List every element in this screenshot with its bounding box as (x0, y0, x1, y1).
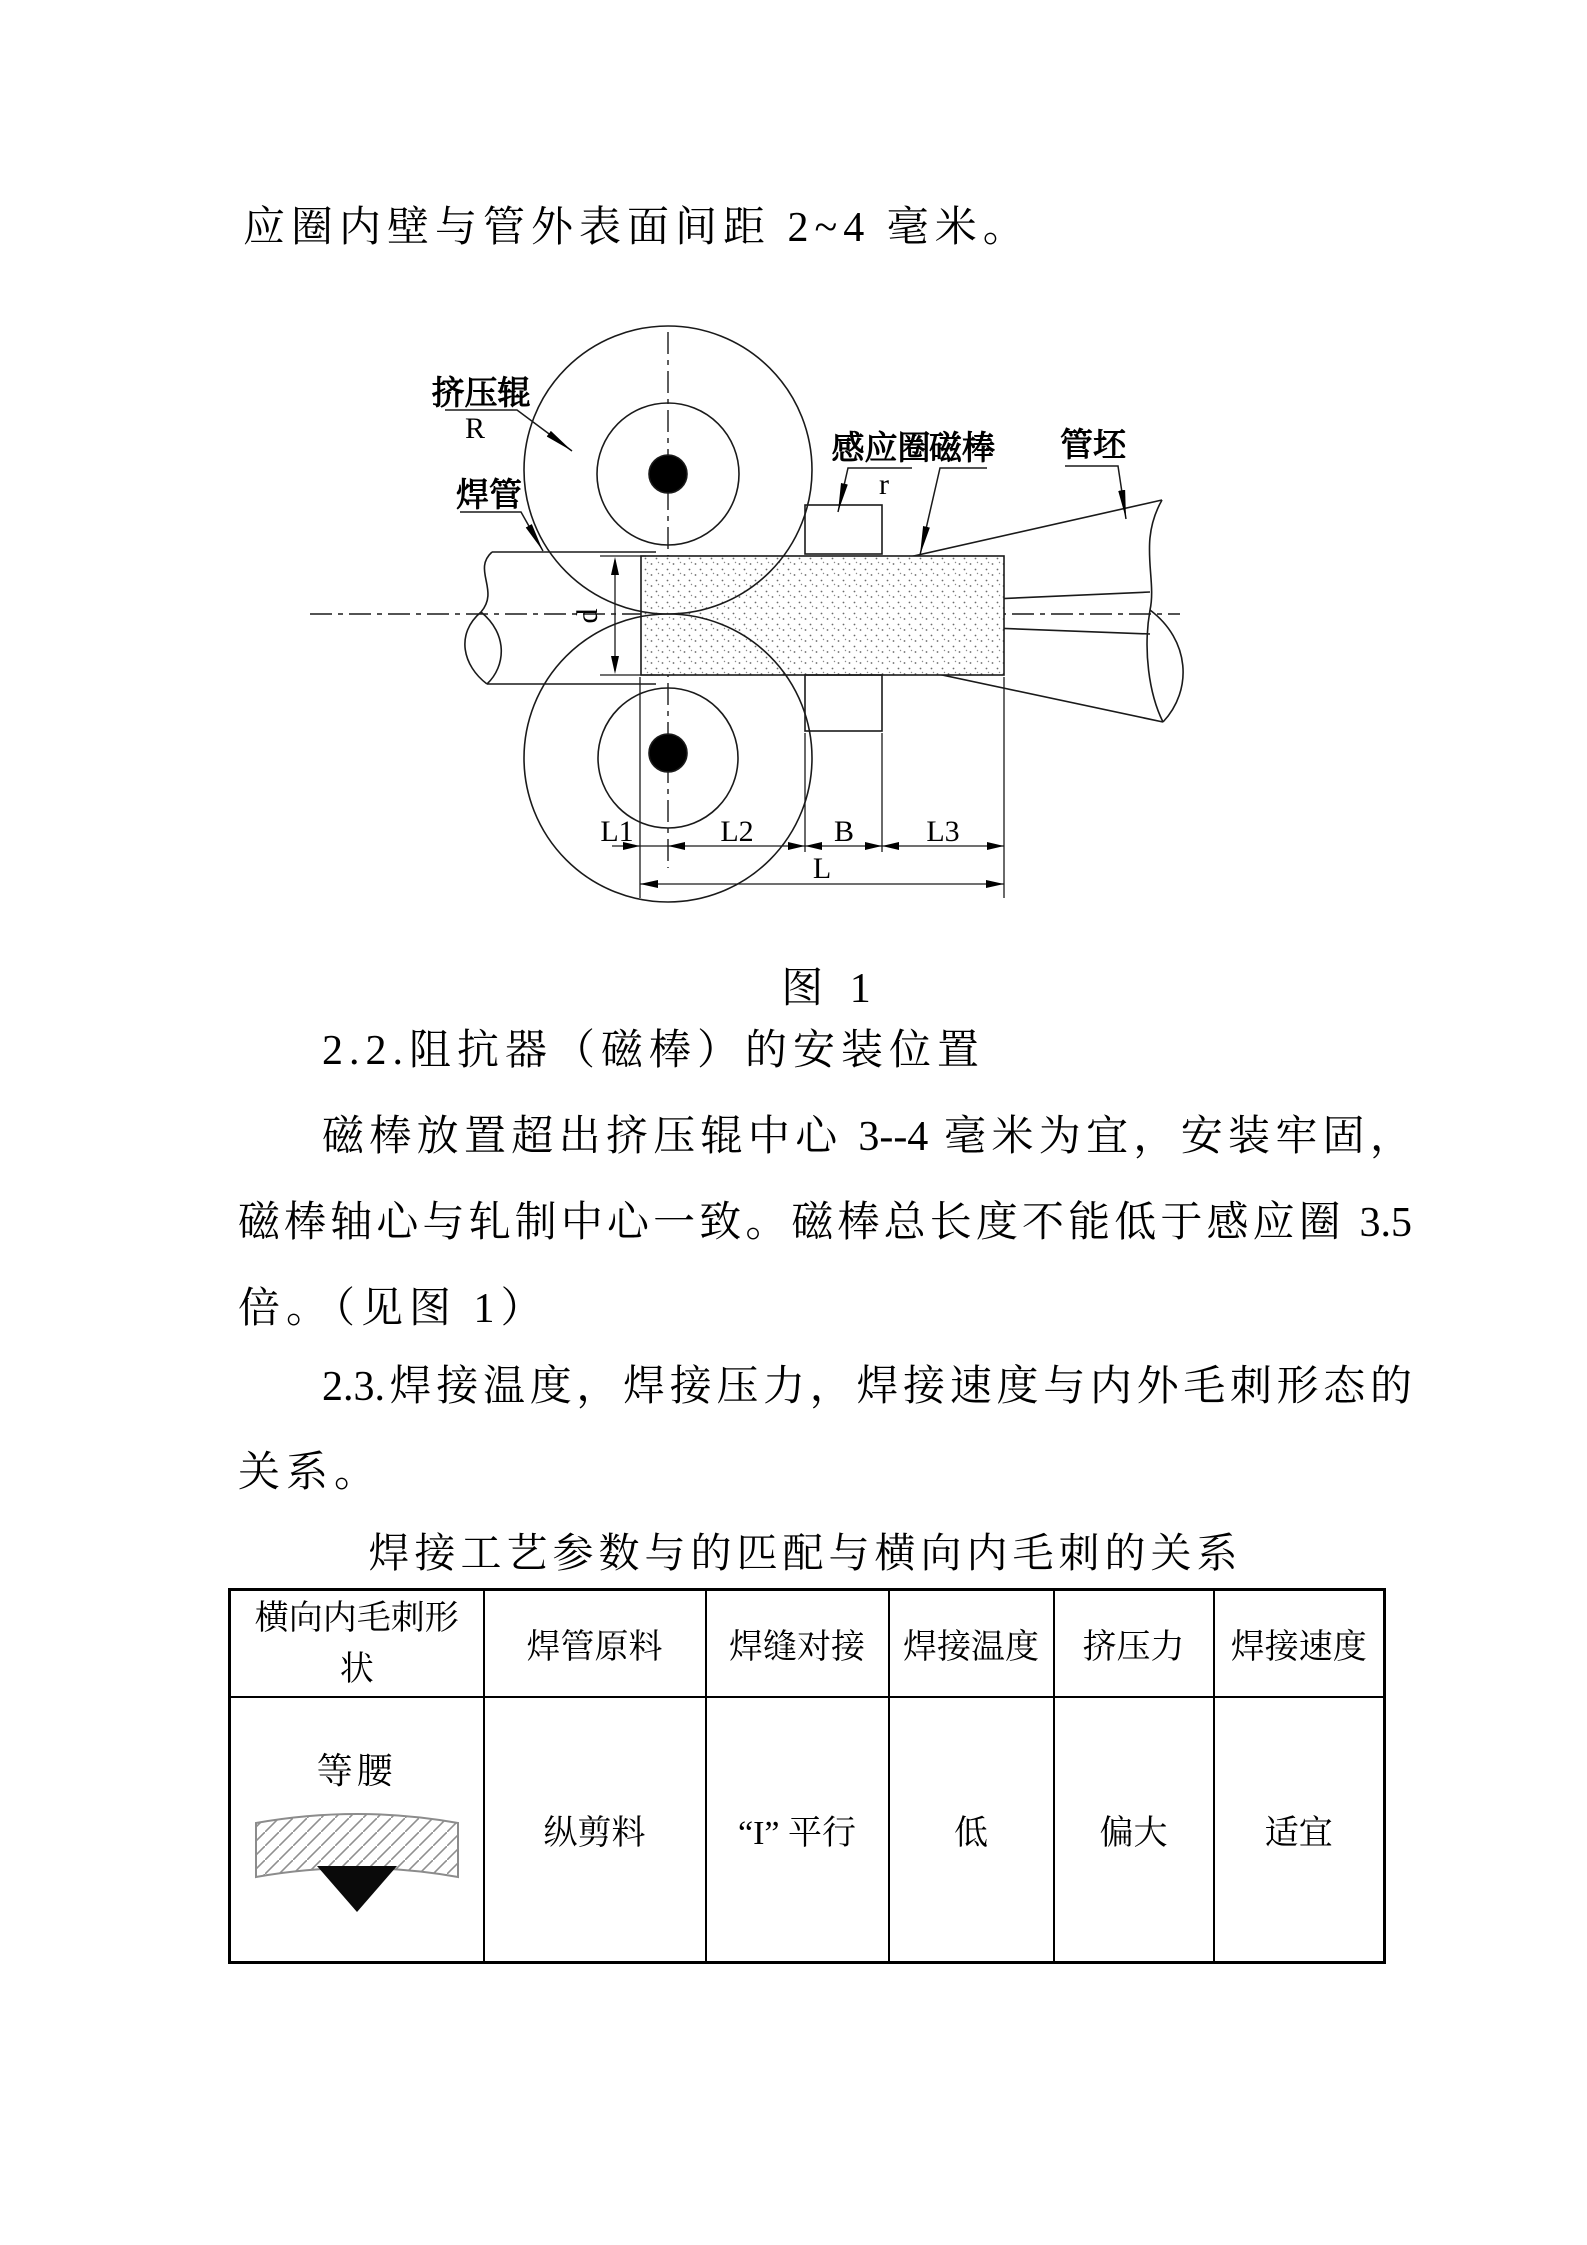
header-pipe-material: 焊管原料 (484, 1590, 706, 1698)
paragraph-line: 倍。（见图 1） (238, 1286, 549, 1332)
section-2-3-heading: 2.3.焊接温度，焊接压力，焊接速度与内外毛刺形态的 (322, 1364, 1412, 1410)
figure-1-caption: 图 1 (781, 966, 879, 1012)
tube-blank-label: 管坯 (1060, 426, 1126, 463)
cell-seam-butt: “I” 平行 (706, 1697, 889, 1963)
induction-coil-top (805, 505, 882, 554)
burr-shape-isosceles (251, 1804, 463, 1916)
induction-coil-label: 感应圈 (831, 429, 931, 466)
dim-l1-label: L1 (600, 815, 634, 848)
dim-l2-label: L2 (720, 815, 754, 848)
induction-coil-radius-label: r (879, 468, 889, 501)
dim-d-label: d (571, 608, 604, 624)
magnetic-bar-band (641, 556, 1004, 675)
header-welding-temperature: 焊接温度 (889, 1590, 1054, 1698)
header-welding-speed: 焊接速度 (1214, 1590, 1385, 1698)
extrusion-roller-label: 挤压辊 (431, 374, 531, 411)
table-header-row (230, 1590, 1385, 1698)
cell-welding-speed: 适宜 (1214, 1697, 1385, 1963)
cell-extrusion-force: 偏大 (1054, 1697, 1214, 1963)
label-leaders (445, 410, 1126, 555)
dim-b-label: B (833, 815, 855, 848)
section-2-2-heading: 2.2.阻抗器（磁棒）的安装位置 (322, 1028, 986, 1074)
paragraph-line: 磁棒轴心与轧制中心一致。磁棒总长度不能低于感应圈 3.5 (238, 1200, 1412, 1246)
dim-l-label: L (812, 852, 832, 885)
header-extrusion-force: 挤压力 (1054, 1590, 1214, 1698)
table-row (230, 1697, 1385, 1963)
paragraph-line: 关系。 (238, 1450, 383, 1496)
extrusion-roller-radius-label: R (464, 412, 486, 445)
cell-burr-shape (230, 1697, 484, 1963)
header-burr-shape: 横向内毛刺形状 (230, 1590, 484, 1698)
intro-text-line: 应圈内壁与管外表面间距 2~4 毫米。 (243, 205, 1031, 251)
burr-shape-label: 等腰 (316, 1751, 397, 1791)
dim-l3-label: L3 (926, 815, 960, 848)
welded-pipe-label: 焊管 (456, 476, 522, 513)
magnetic-bar-label: 磁棒 (929, 429, 995, 466)
induction-coil-bottom (805, 675, 882, 731)
figure-1-diagram (0, 0, 1587, 940)
paragraph-line: 磁棒放置超出挤压辊中心 3--4 毫米为宜，安装牢固， (322, 1114, 1412, 1160)
table-title: 焊接工艺参数与的匹配与横向内毛刺的关系 (368, 1530, 1243, 1576)
burr-triangle (317, 1866, 397, 1912)
welding-parameters-table (228, 1588, 1386, 1964)
cell-pipe-material: 纵剪料 (484, 1697, 706, 1963)
cell-welding-temperature: 低 (889, 1697, 1054, 1963)
welded-pipe-outline (465, 552, 656, 684)
header-seam-butt: 焊缝对接 (706, 1590, 889, 1698)
